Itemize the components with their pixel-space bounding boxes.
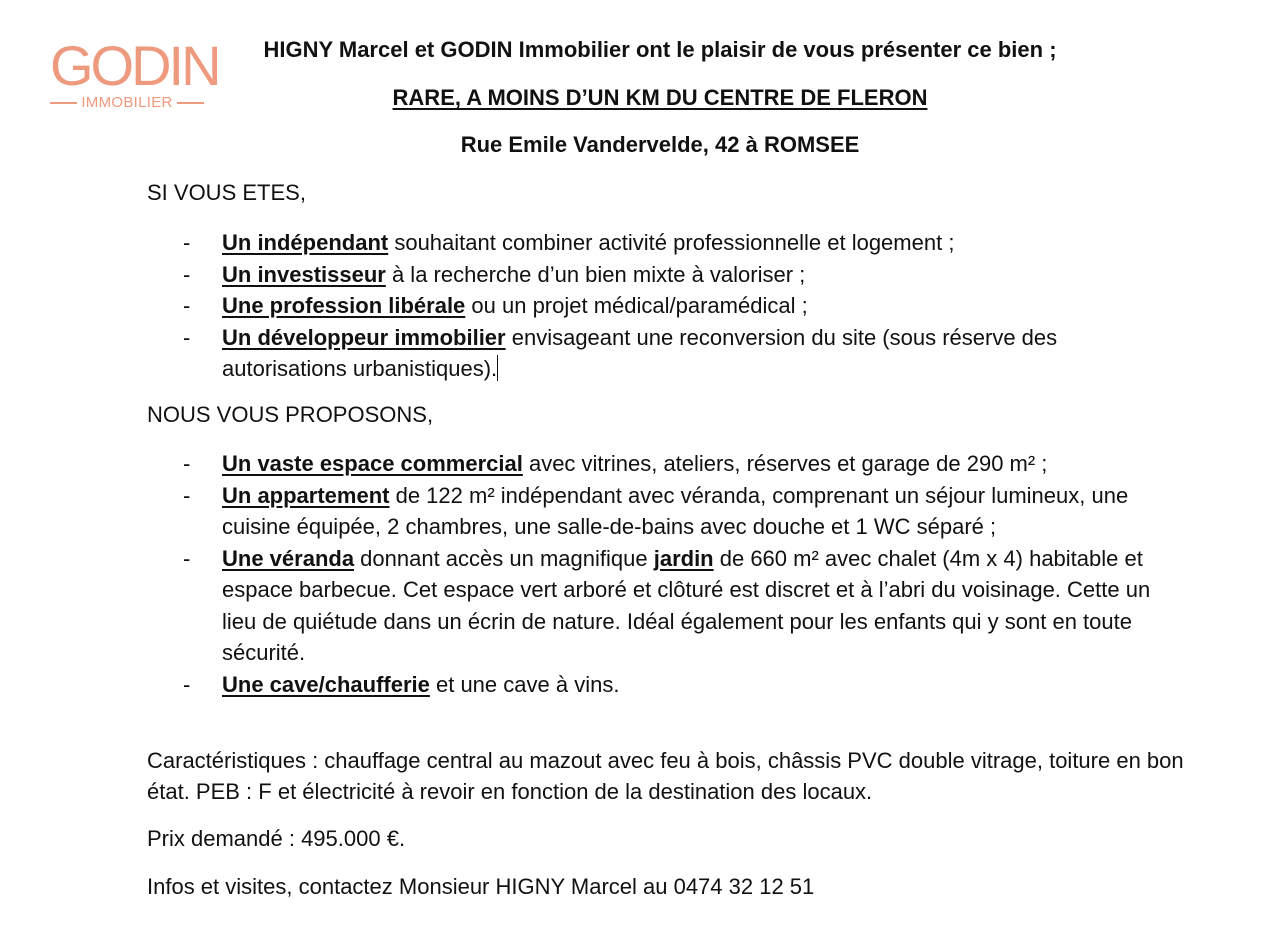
contact-paragraph: Infos et visites, contactez Monsieur HIGNY Marcel au 0474 32 12 51 [147,874,815,899]
dash-bullet: - [183,230,191,255]
item-keyword-garden: jardin [653,545,714,571]
list-item [0,669,1182,701]
item-text: avec vitrines, ateliers, réserves et garage de 290 m² ; [522,451,1048,476]
dash-bullet: - [183,671,191,697]
item-text: envisageant une reconversion du site (sous réserve des autorisations urbanistiques). [222,324,1058,381]
logo-subtitle: IMMOBILIER [81,94,173,111]
list-item [0,290,1182,322]
item-keyword: Une véranda [222,545,355,571]
item-text: à la recherche d’un bien mixte à valoriser ; [385,261,806,287]
dash-bullet: - [183,324,191,350]
section-title-nous-vous-proposons: NOUS VOUS PROPOSONS, [147,402,434,427]
item-text: de 122 m² indépendant avec véranda, comprenant un séjour lumineux, une cuisine équipée, 2 chambres, une salle-de-bains avec douche et 1 WC séparé ; [222,482,1129,539]
item-text-garden: de 660 m² avec chalet (4m x 4) habitable et espace barbecue. Cet espace vert arboré et clôturé est discret et à l’abri du voisinage. Cette un lieu de quiétude dans un écrin de nature. Idéal également pour les enfants qui y sont en toute sécurité. [222,545,1151,665]
address-headline: Rue Emile Vandervelde, 42 à ROMSEE [460,132,860,157]
dash-bullet: - [183,545,191,571]
item-text: et une cave à vins. [429,671,620,697]
item-text: donnant accès un magnifique [354,545,654,571]
target-profile-list [0,227,1182,385]
offer-list [0,448,1182,700]
section-title-si-vous-etes: SI VOUS ETES, [147,180,306,205]
list-item [0,322,1182,385]
item-keyword: Un vaste espace commercial [222,451,523,476]
item-keyword: Une profession libérale [222,293,466,318]
dash-bullet: - [183,261,191,287]
list-item [0,259,1182,291]
list-item [0,543,1182,669]
item-keyword: Un investisseur [222,261,386,287]
dash-bullet: - [183,451,191,476]
item-keyword: Un appartement [222,482,390,508]
highlight-headline-text: RARE, A MOINS D’UN KM DU CENTRE DE FLERON [392,85,928,110]
highlight-headline [0,84,1280,112]
price-paragraph: Prix demandé : 495.000 €. [147,826,406,851]
item-keyword: Une cave/chaufferie [222,671,430,697]
features-paragraph: Caractéristiques : chauffage central au mazout avec feu à bois, châssis PVC double vitrage, toiture en bon état. PEB : F et électricité à revoir en fonction de la destination des locaux. [147,748,1184,804]
item-keyword: Un indépendant [222,230,389,255]
list-item [0,480,1182,543]
dash-bullet: - [183,293,191,318]
dash-bullet: - [183,482,191,508]
logo-wordmark: GODIN [50,34,219,97]
text-cursor [497,355,498,381]
item-keyword: Un développeur immobilier [222,324,506,350]
intro-headline: HIGNY Marcel et GODIN Immobilier ont le plaisir de vous présenter ce bien ; [263,37,1057,62]
list-item [0,227,1182,259]
item-text: ou un projet médical/paramédical ; [465,293,808,318]
list-item [0,448,1182,480]
item-text: souhaitant combiner activité professionnelle et logement ; [388,230,955,255]
